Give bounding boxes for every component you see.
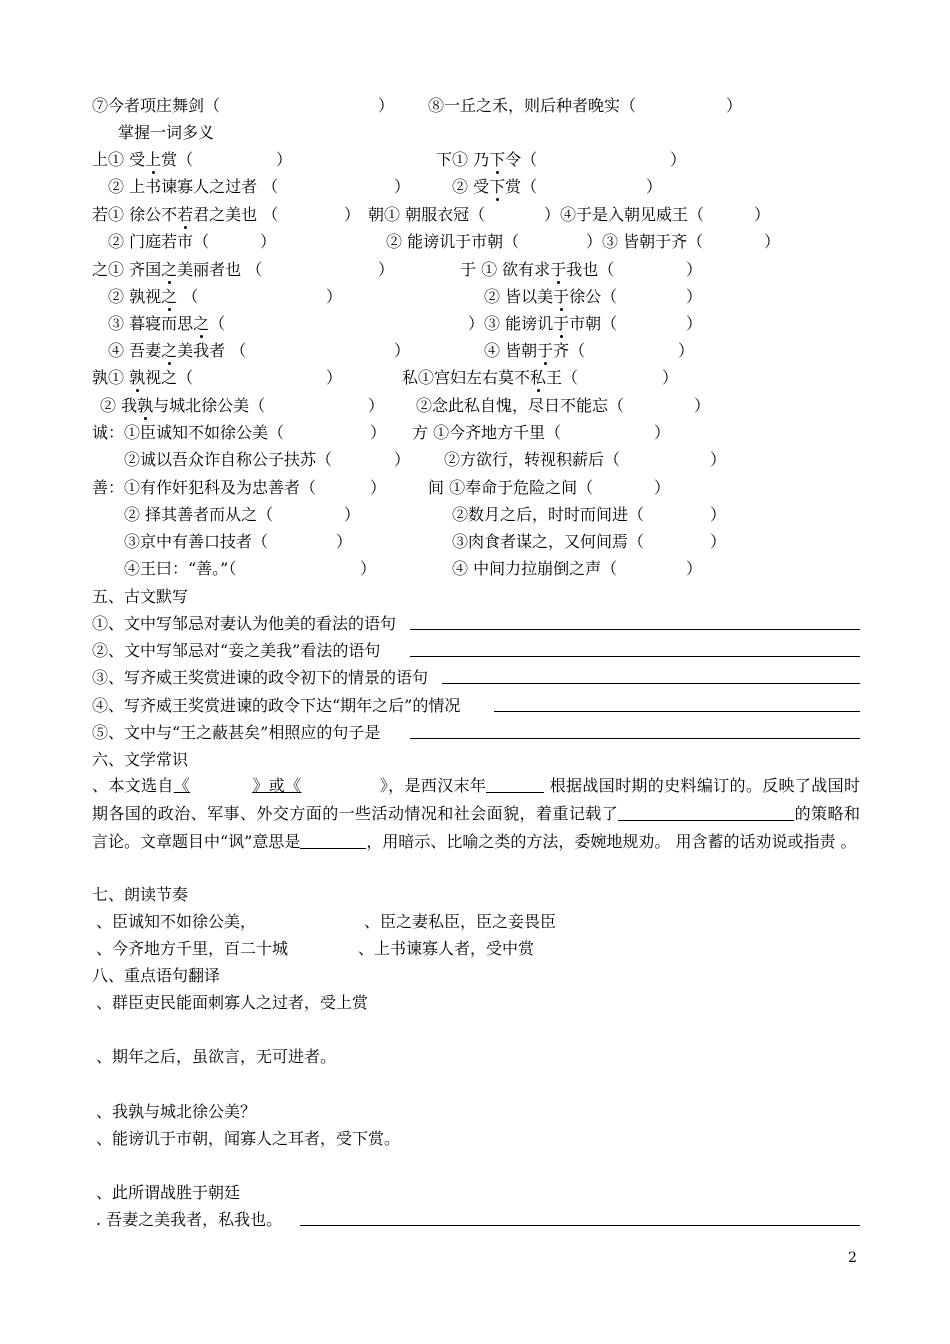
blank-author[interactable]: [486, 776, 544, 793]
dotted-char: 孰: [137, 396, 154, 415]
text: （: [209, 314, 226, 333]
paren-close: ）: [394, 177, 411, 196]
entry-ruo: [92, 205, 278, 225]
text: 《: [173, 776, 191, 795]
dotted-char: 于: [553, 287, 570, 306]
dotted-char: 孰: [129, 368, 146, 387]
blank-feng-meaning[interactable]: [300, 832, 366, 849]
entry-text: [484, 287, 617, 307]
recite-q3: ③、写齐威王奖赏进谏的政令初下的情景的语句: [92, 668, 429, 687]
text: ③ 暮寝而思: [108, 314, 194, 333]
text: ② 我: [100, 396, 138, 415]
entry-text: [108, 341, 246, 361]
text: 美丽者也 （: [177, 260, 263, 279]
entry-text: ② 能谤讥于市朝（: [386, 232, 520, 251]
text: 的策略和言论。文章题目中“讽”意思是: [92, 804, 860, 851]
dotted-char: 之: [161, 260, 178, 279]
paren-close: ）: [654, 478, 671, 497]
item-8: ⑧一丘之禾，则后种者晚实（: [428, 96, 637, 115]
item-7: ⑦今者项庄舞剑（: [92, 96, 221, 115]
rhythm-item: 、上书谏寡人者，受中赏: [358, 939, 535, 958]
text: 视之（: [145, 368, 194, 387]
paren-close: ）: [678, 341, 695, 360]
entry-yu: [460, 260, 614, 280]
text: 与城北徐公美（: [153, 396, 266, 415]
dotted-char: 之: [161, 341, 178, 360]
recite-q4: ④、写齐威王奖赏进谏的政令下达“期年之后”的情况: [92, 696, 461, 715]
recite-q5: ⑤、文中与“王之蔽甚矣”相照应的句子是: [92, 723, 381, 742]
paren-close: ）: [646, 177, 663, 196]
section-5-title: 五、古文默写: [92, 587, 189, 606]
text: 之① 齐国: [92, 260, 162, 279]
entry-text: ③京中有善口技者（: [124, 532, 269, 551]
entry-text: ② 择其善者而从之（: [124, 505, 274, 524]
paren-close: ）: [710, 532, 727, 551]
paren-close: ）: [394, 341, 411, 360]
entry-shan: 善：①有作奸犯科及为忠善者（: [92, 478, 317, 497]
entry-text: [108, 314, 225, 334]
text: 市朝（: [569, 314, 618, 333]
dotted-char: 下: [489, 150, 506, 169]
text: 下① 乃: [436, 150, 490, 169]
recite-q1: ①、文中写邹忌对妻认为他美的看法的语句: [92, 614, 397, 633]
entry-text: ）③ 皆朝于齐（: [586, 232, 704, 251]
paren-close: ）: [654, 423, 671, 442]
entry-text: [468, 314, 617, 334]
paren-close: ）: [370, 423, 387, 442]
text: 上① 受: [92, 150, 146, 169]
entry-text: ④ 中间力拉崩倒之声（: [452, 559, 618, 578]
paren-close: ）: [344, 505, 361, 524]
recite-q2: ②、文中写邹忌对“妾之美我”看法的语句: [92, 641, 381, 660]
paren-close: ）: [694, 396, 711, 415]
entry-text: [484, 341, 585, 361]
answer-line[interactable]: [494, 711, 860, 712]
section-6-title: 六、文学常识: [92, 750, 189, 769]
translate-item: 、期年之后，虽欲言，无可进者。: [96, 1047, 337, 1066]
answer-line[interactable]: [410, 629, 860, 630]
text: ，用暗示、比喻之类的方法，委婉地规劝。 用含蓄的话劝说或指责 。: [366, 832, 857, 851]
translate-item: 、我孰与城北徐公美？: [96, 1102, 257, 1121]
dotted-char: 之: [193, 314, 210, 333]
entry-chao-4: ）④于是入朝见威王（: [544, 205, 705, 224]
paren-close: ）: [754, 205, 771, 224]
rhythm-item: 、臣之妻私臣，臣之妾畏臣: [364, 912, 557, 931]
text: ④ 吾妻: [108, 341, 162, 360]
text: 我也（: [566, 260, 615, 279]
text: 》，是西汉末年: [379, 776, 487, 795]
paren-close: ）: [670, 150, 687, 169]
paren-close: ）: [326, 368, 343, 387]
paren-close: ）: [764, 232, 781, 251]
entry-text: [100, 396, 265, 416]
text: ）③ 能谤讥: [468, 314, 554, 333]
translate-item: 、群臣吏民能面刺寡人之过者，受上赏: [96, 993, 369, 1012]
text: ② 皆以美: [484, 287, 554, 306]
text: 赏（: [505, 177, 538, 196]
rhythm-item: 、臣诚知不如徐公美，: [96, 912, 257, 931]
text: ④ 皆朝: [484, 341, 538, 360]
paren-close: ）: [686, 559, 703, 578]
section-7-title: 七、朗读节奏: [92, 885, 189, 904]
entry-text: [108, 287, 198, 307]
translate-item: 、此所谓战胜于朝廷: [96, 1183, 241, 1202]
dotted-char: 于: [550, 260, 567, 279]
entry-text: ②方欲行，转视积薪后（: [444, 450, 621, 469]
answer-line[interactable]: [442, 683, 860, 684]
text: 》或《: [252, 776, 302, 795]
dotted-char: 于: [553, 314, 570, 333]
paren-close: ）: [686, 314, 703, 333]
paren-close: ）: [686, 287, 703, 306]
page-number: 2: [848, 1250, 857, 1266]
dotted-char: 下: [489, 177, 506, 196]
entry-shang: [92, 150, 193, 170]
text: 赏（: [161, 150, 194, 169]
text: 令（: [505, 150, 538, 169]
paren-close: ）: [394, 450, 411, 469]
entry-jian: 间 ①奉命于危险之间（: [428, 478, 594, 497]
paren-close: ）: [326, 287, 343, 306]
dotted-char: 之: [161, 287, 178, 306]
entry-text: ②念此私自愧，尽日不能忘（: [416, 396, 625, 415]
dotted-char: 于: [537, 341, 554, 360]
paren-close: ）: [378, 96, 395, 115]
translate-item: . 吾妻之美我者，私我也。: [96, 1210, 283, 1229]
entry-text: ③肉食者谋之，又何间焉（: [452, 532, 645, 551]
entry-text: ②诚以吾众诈自称公子扶苏（: [124, 450, 333, 469]
text: ② 受: [452, 177, 490, 196]
paren-close: ）: [710, 450, 727, 469]
translate-item: 、能谤讥于市朝，闻寡人之耳者，受下赏。: [96, 1129, 401, 1148]
section-8-title: 八、重点语句翻译: [92, 966, 221, 985]
paren-close: ）: [336, 532, 353, 551]
entry-xia: [436, 150, 537, 170]
entry-text: ② 上书谏寡人之过者 （: [108, 177, 279, 196]
text: 君之美也 （: [193, 205, 279, 224]
entry-chao: 朝① 朝服衣冠（: [368, 205, 486, 224]
paren-close: ）: [260, 232, 277, 251]
dotted-char: 私: [530, 368, 547, 387]
subheading-polysemy: 掌握一词多义: [118, 123, 215, 142]
text: 、本文选自: [92, 776, 174, 795]
paren-close: ）: [276, 150, 293, 169]
paren-close: ）: [368, 396, 385, 415]
text: 根据战国时期的史料编订的。反映了战国时期各国的政治、军事、外交方面的一些活动情况和社会面貌，着重记载了: [92, 776, 860, 823]
text: （: [177, 287, 199, 306]
entry-shu: [92, 368, 193, 388]
entry-xia-2: [452, 177, 537, 197]
text: 齐（: [553, 341, 586, 360]
text: 美我者 （: [177, 341, 247, 360]
answer-line[interactable]: [410, 656, 860, 657]
entry-text: ②数月之后，时时而间进（: [452, 505, 645, 524]
text: 徐公（: [569, 287, 618, 306]
text: 孰①: [92, 368, 130, 387]
paren-close: ）: [344, 205, 361, 224]
paren-close: ）: [686, 260, 703, 279]
paren-close: ）: [662, 368, 679, 387]
rhythm-item: 、今齐地方千里，百二十城: [96, 939, 289, 958]
entry-cheng: 诚：①臣诚知不如徐公美（: [92, 423, 285, 442]
paren-close: ）: [710, 505, 727, 524]
entry-text: ④王曰：“善。”（: [124, 559, 237, 578]
dotted-char: 若: [177, 205, 194, 224]
text: 王（: [546, 368, 579, 387]
entry-fang: 方 ①今齐地方千里（: [412, 423, 562, 442]
answer-line[interactable]: [410, 738, 860, 739]
dotted-char: 上: [145, 150, 162, 169]
entry-si: [402, 368, 578, 388]
paren-close: ）: [726, 96, 743, 115]
text: 于 ① 欲有求: [460, 260, 551, 279]
paren-close: ）: [378, 260, 395, 279]
text: ② 孰视: [108, 287, 162, 306]
text: 私①宫妇左右莫不: [402, 368, 531, 387]
blank-strategist[interactable]: [618, 804, 794, 821]
entry-zhi: [92, 260, 262, 280]
paren-close: ）: [360, 559, 377, 578]
entry-text: ② 门庭若市（: [108, 232, 210, 251]
paren-close: ）: [370, 478, 387, 497]
literature-paragraph: [92, 772, 860, 856]
text: 若① 徐公不: [92, 205, 178, 224]
answer-line[interactable]: [300, 1225, 860, 1226]
book-title-1: [174, 776, 380, 795]
